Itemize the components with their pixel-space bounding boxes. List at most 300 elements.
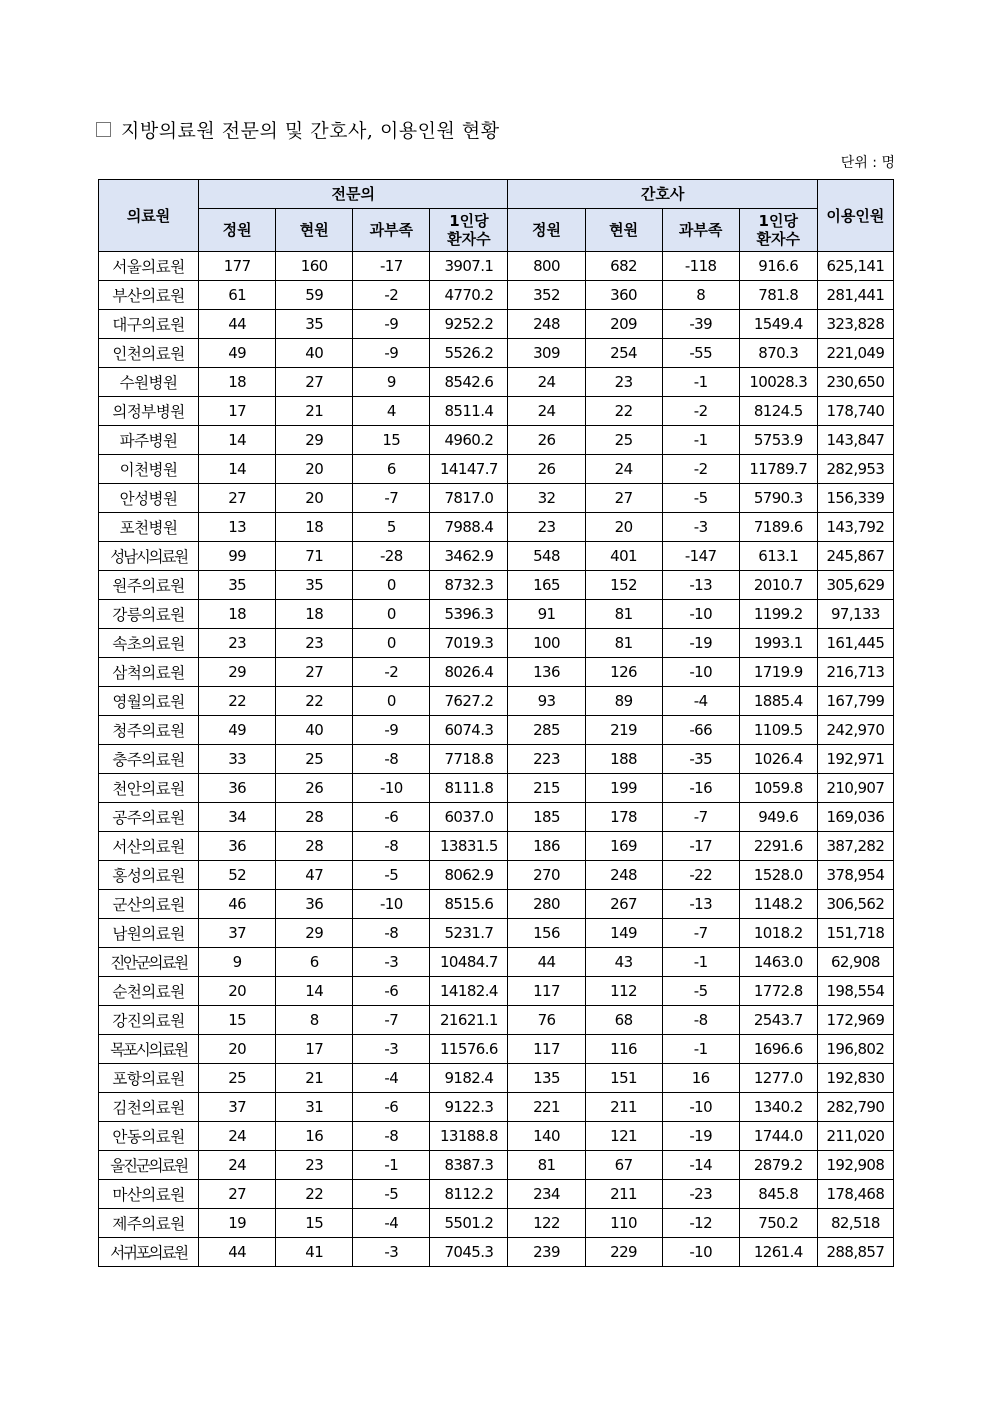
hospital-name: 울진군의료원 [99, 1151, 199, 1180]
hospital-name: 의정부병원 [99, 397, 199, 426]
table-row [99, 513, 894, 542]
hospital-name: 서산의료원 [99, 832, 199, 861]
specialist-per-capita: 8511.4 [430, 397, 508, 426]
table-row [99, 629, 894, 658]
nurse-shortage: -12 [662, 1209, 739, 1238]
nurse-shortage: 16 [662, 1064, 739, 1093]
users-count: 192,908 [817, 1151, 893, 1180]
specialist-quota: 52 [199, 861, 276, 890]
hospital-name: 홍성의료원 [99, 861, 199, 890]
nurse-quota: 81 [508, 1151, 585, 1180]
specialist-shortage: 5 [353, 513, 430, 542]
nurse-quota: 44 [508, 948, 585, 977]
specialist-current: 23 [276, 629, 353, 658]
nurse-shortage: -14 [662, 1151, 739, 1180]
users-count: 196,802 [817, 1035, 893, 1064]
specialist-shortage: -3 [353, 1035, 430, 1064]
specialist-shortage: -6 [353, 977, 430, 1006]
specialist-shortage: -1 [353, 1151, 430, 1180]
specialist-current: 28 [276, 832, 353, 861]
nurse-current: 126 [585, 658, 662, 687]
users-count: 387,282 [817, 832, 893, 861]
header-nurse-group: 간호사 [508, 180, 817, 209]
users-count: 192,971 [817, 745, 893, 774]
medical-center-staff-table [98, 179, 894, 1267]
specialist-per-capita: 7718.8 [430, 745, 508, 774]
nurse-quota: 91 [508, 600, 585, 629]
specialist-quota: 33 [199, 745, 276, 774]
hospital-name: 공주의료원 [99, 803, 199, 832]
hospital-name: 군산의료원 [99, 890, 199, 919]
empty-square-icon [96, 122, 111, 137]
users-count: 230,650 [817, 368, 893, 397]
specialist-per-capita: 7045.3 [430, 1238, 508, 1267]
hospital-name: 포천병원 [99, 513, 199, 542]
users-count: 143,847 [817, 426, 893, 455]
specialist-current: 59 [276, 281, 353, 310]
specialist-per-capita: 8515.6 [430, 890, 508, 919]
specialist-current: 29 [276, 919, 353, 948]
nurse-current: 169 [585, 832, 662, 861]
nurse-shortage: -19 [662, 1122, 739, 1151]
nurse-per-capita: 1277.0 [739, 1064, 817, 1093]
nurse-per-capita: 1772.8 [739, 977, 817, 1006]
specialist-per-capita: 8387.3 [430, 1151, 508, 1180]
nurse-quota: 270 [508, 861, 585, 890]
users-count: 192,830 [817, 1064, 893, 1093]
nurse-current: 110 [585, 1209, 662, 1238]
specialist-shortage: -8 [353, 1122, 430, 1151]
header-row-groups [99, 180, 894, 209]
specialist-shortage: -5 [353, 861, 430, 890]
specialist-current: 17 [276, 1035, 353, 1064]
table-row [99, 658, 894, 687]
table-row [99, 455, 894, 484]
table-row [99, 687, 894, 716]
users-count: 282,790 [817, 1093, 893, 1122]
header-specialist-current: 현원 [276, 209, 353, 252]
specialist-shortage: -10 [353, 890, 430, 919]
nurse-shortage: -1 [662, 368, 739, 397]
nurse-shortage: -66 [662, 716, 739, 745]
nurse-current: 188 [585, 745, 662, 774]
specialist-shortage: 0 [353, 687, 430, 716]
hospital-name: 안성병원 [99, 484, 199, 513]
specialist-quota: 15 [199, 1006, 276, 1035]
nurse-shortage: -10 [662, 1093, 739, 1122]
nurse-quota: 234 [508, 1180, 585, 1209]
nurse-shortage: -8 [662, 1006, 739, 1035]
hospital-name: 성남시의료원 [99, 542, 199, 571]
specialist-quota: 37 [199, 1093, 276, 1122]
table-row [99, 1064, 894, 1093]
nurse-quota: 100 [508, 629, 585, 658]
hospital-name: 김천의료원 [99, 1093, 199, 1122]
table-row [99, 281, 894, 310]
header-specialist-shortage: 과부족 [353, 209, 430, 252]
nurse-per-capita: 1261.4 [739, 1238, 817, 1267]
hospital-name: 청주의료원 [99, 716, 199, 745]
specialist-per-capita: 14147.7 [430, 455, 508, 484]
nurse-quota: 223 [508, 745, 585, 774]
nurse-quota: 32 [508, 484, 585, 513]
specialist-shortage: -8 [353, 832, 430, 861]
nurse-shortage: -1 [662, 948, 739, 977]
specialist-shortage: 9 [353, 368, 430, 397]
document-title-text: 지방의료원 전문의 및 간호사, 이용인원 현황 [121, 120, 500, 142]
nurse-shortage: -22 [662, 861, 739, 890]
specialist-quota: 34 [199, 803, 276, 832]
nurse-per-capita: 2291.6 [739, 832, 817, 861]
nurse-per-capita: 870.3 [739, 339, 817, 368]
users-count: 97,133 [817, 600, 893, 629]
document-title [96, 116, 500, 143]
nurse-per-capita: 8124.5 [739, 397, 817, 426]
nurse-per-capita: 845.8 [739, 1180, 817, 1209]
specialist-shortage: -28 [353, 542, 430, 571]
specialist-per-capita: 10484.7 [430, 948, 508, 977]
specialist-shortage: -2 [353, 281, 430, 310]
nurse-quota: 221 [508, 1093, 585, 1122]
table-row [99, 890, 894, 919]
specialist-shortage: -2 [353, 658, 430, 687]
nurse-quota: 309 [508, 339, 585, 368]
users-count: 221,049 [817, 339, 893, 368]
table-row [99, 1093, 894, 1122]
nurse-current: 178 [585, 803, 662, 832]
table-row [99, 1238, 894, 1267]
table-row [99, 426, 894, 455]
specialist-quota: 44 [199, 310, 276, 339]
nurse-shortage: -5 [662, 977, 739, 1006]
nurse-quota: 93 [508, 687, 585, 716]
specialist-quota: 17 [199, 397, 276, 426]
specialist-per-capita: 8542.6 [430, 368, 508, 397]
specialist-per-capita: 3462.9 [430, 542, 508, 571]
specialist-current: 16 [276, 1122, 353, 1151]
specialist-shortage: -4 [353, 1064, 430, 1093]
nurse-current: 81 [585, 600, 662, 629]
per-capita-line1: 1인당 [449, 212, 489, 230]
hospital-name: 대구의료원 [99, 310, 199, 339]
users-count: 242,970 [817, 716, 893, 745]
table-row [99, 397, 894, 426]
specialist-per-capita: 5526.2 [430, 339, 508, 368]
specialist-quota: 61 [199, 281, 276, 310]
specialist-per-capita: 5501.2 [430, 1209, 508, 1238]
specialist-current: 28 [276, 803, 353, 832]
nurse-quota: 156 [508, 919, 585, 948]
nurse-current: 121 [585, 1122, 662, 1151]
specialist-quota: 18 [199, 600, 276, 629]
header-specialist-per-capita [430, 209, 508, 252]
specialist-current: 20 [276, 455, 353, 484]
nurse-shortage: -2 [662, 397, 739, 426]
nurse-current: 24 [585, 455, 662, 484]
nurse-current: 401 [585, 542, 662, 571]
specialist-per-capita: 5396.3 [430, 600, 508, 629]
specialist-quota: 27 [199, 1180, 276, 1209]
nurse-current: 211 [585, 1180, 662, 1209]
hospital-name: 부산의료원 [99, 281, 199, 310]
nurse-current: 23 [585, 368, 662, 397]
per-capita-line1: 1인당 [758, 212, 798, 230]
nurse-quota: 117 [508, 977, 585, 1006]
table-row [99, 745, 894, 774]
nurse-quota: 135 [508, 1064, 585, 1093]
specialist-quota: 36 [199, 774, 276, 803]
specialist-shortage: -9 [353, 716, 430, 745]
specialist-shortage: -6 [353, 1093, 430, 1122]
hospital-name: 제주의료원 [99, 1209, 199, 1238]
users-count: 161,445 [817, 629, 893, 658]
users-count: 198,554 [817, 977, 893, 1006]
nurse-shortage: -23 [662, 1180, 739, 1209]
specialist-quota: 20 [199, 1035, 276, 1064]
specialist-current: 8 [276, 1006, 353, 1035]
specialist-per-capita: 8112.2 [430, 1180, 508, 1209]
nurse-per-capita: 1993.1 [739, 629, 817, 658]
users-count: 211,020 [817, 1122, 893, 1151]
nurse-shortage: -147 [662, 542, 739, 571]
header-specialist-quota: 정원 [199, 209, 276, 252]
nurse-per-capita: 1463.0 [739, 948, 817, 977]
table-row [99, 252, 894, 281]
specialist-quota: 24 [199, 1122, 276, 1151]
nurse-per-capita: 5790.3 [739, 484, 817, 513]
specialist-per-capita: 9182.4 [430, 1064, 508, 1093]
header-nurse-per-capita [739, 209, 817, 252]
specialist-quota: 23 [199, 629, 276, 658]
table-row [99, 861, 894, 890]
nurse-per-capita: 750.2 [739, 1209, 817, 1238]
nurse-per-capita: 1018.2 [739, 919, 817, 948]
hospital-name: 순천의료원 [99, 977, 199, 1006]
specialist-per-capita: 4960.2 [430, 426, 508, 455]
table-row [99, 1209, 894, 1238]
specialist-current: 22 [276, 1180, 353, 1209]
nurse-shortage: -17 [662, 832, 739, 861]
users-count: 281,441 [817, 281, 893, 310]
specialist-shortage: -8 [353, 745, 430, 774]
nurse-current: 116 [585, 1035, 662, 1064]
table-row [99, 484, 894, 513]
specialist-quota: 36 [199, 832, 276, 861]
nurse-current: 211 [585, 1093, 662, 1122]
specialist-shortage: -10 [353, 774, 430, 803]
hospital-name: 서귀포의료원 [99, 1238, 199, 1267]
users-count: 62,908 [817, 948, 893, 977]
users-count: 167,799 [817, 687, 893, 716]
specialist-quota: 29 [199, 658, 276, 687]
specialist-quota: 22 [199, 687, 276, 716]
hospital-name: 강진의료원 [99, 1006, 199, 1035]
specialist-current: 36 [276, 890, 353, 919]
specialist-quota: 49 [199, 716, 276, 745]
hospital-name: 파주병원 [99, 426, 199, 455]
nurse-shortage: -10 [662, 600, 739, 629]
specialist-quota: 18 [199, 368, 276, 397]
specialist-quota: 49 [199, 339, 276, 368]
per-capita-line2: 환자수 [756, 230, 800, 248]
hospital-name: 포항의료원 [99, 1064, 199, 1093]
nurse-quota: 140 [508, 1122, 585, 1151]
specialist-current: 71 [276, 542, 353, 571]
specialist-per-capita: 13188.8 [430, 1122, 508, 1151]
nurse-current: 149 [585, 919, 662, 948]
nurse-shortage: -2 [662, 455, 739, 484]
nurse-per-capita: 5753.9 [739, 426, 817, 455]
nurse-current: 68 [585, 1006, 662, 1035]
users-count: 323,828 [817, 310, 893, 339]
table-row [99, 803, 894, 832]
specialist-shortage: -8 [353, 919, 430, 948]
specialist-per-capita: 7019.3 [430, 629, 508, 658]
users-count: 143,792 [817, 513, 893, 542]
table-row [99, 919, 894, 948]
specialist-per-capita: 6037.0 [430, 803, 508, 832]
unit-label: 단위 : 명 [840, 155, 895, 171]
specialist-current: 23 [276, 1151, 353, 1180]
specialist-shortage: -9 [353, 339, 430, 368]
nurse-shortage: -16 [662, 774, 739, 803]
nurse-current: 248 [585, 861, 662, 890]
hospital-name: 인천의료원 [99, 339, 199, 368]
users-count: 210,907 [817, 774, 893, 803]
nurse-per-capita: 1148.2 [739, 890, 817, 919]
users-count: 169,036 [817, 803, 893, 832]
nurse-per-capita: 1696.6 [739, 1035, 817, 1064]
hospital-name: 이천병원 [99, 455, 199, 484]
per-capita-line2: 환자수 [447, 230, 491, 248]
specialist-shortage: 15 [353, 426, 430, 455]
table-row [99, 542, 894, 571]
table-row [99, 1122, 894, 1151]
specialist-shortage: -17 [353, 252, 430, 281]
table-body [99, 252, 894, 1267]
specialist-shortage: -6 [353, 803, 430, 832]
nurse-per-capita: 11789.7 [739, 455, 817, 484]
nurse-shortage: -13 [662, 890, 739, 919]
specialist-current: 22 [276, 687, 353, 716]
specialist-quota: 37 [199, 919, 276, 948]
nurse-shortage: -3 [662, 513, 739, 542]
nurse-quota: 24 [508, 397, 585, 426]
table-row [99, 310, 894, 339]
nurse-current: 20 [585, 513, 662, 542]
specialist-shortage: 6 [353, 455, 430, 484]
nurse-shortage: -1 [662, 1035, 739, 1064]
nurse-current: 360 [585, 281, 662, 310]
table-row [99, 774, 894, 803]
nurse-quota: 215 [508, 774, 585, 803]
hospital-name: 서울의료원 [99, 252, 199, 281]
users-count: 151,718 [817, 919, 893, 948]
specialist-per-capita: 7988.4 [430, 513, 508, 542]
nurse-quota: 165 [508, 571, 585, 600]
nurse-current: 25 [585, 426, 662, 455]
specialist-quota: 20 [199, 977, 276, 1006]
table-row [99, 571, 894, 600]
specialist-quota: 177 [199, 252, 276, 281]
users-count: 306,562 [817, 890, 893, 919]
specialist-per-capita: 8062.9 [430, 861, 508, 890]
users-count: 172,969 [817, 1006, 893, 1035]
nurse-per-capita: 1885.4 [739, 687, 817, 716]
specialist-quota: 14 [199, 455, 276, 484]
nurse-per-capita: 7189.6 [739, 513, 817, 542]
table-row [99, 339, 894, 368]
nurse-current: 254 [585, 339, 662, 368]
specialist-per-capita: 13831.5 [430, 832, 508, 861]
specialist-shortage: -9 [353, 310, 430, 339]
specialist-shortage: 4 [353, 397, 430, 426]
nurse-shortage: -4 [662, 687, 739, 716]
nurse-current: 151 [585, 1064, 662, 1093]
nurse-quota: 239 [508, 1238, 585, 1267]
specialist-per-capita: 14182.4 [430, 977, 508, 1006]
users-count: 305,629 [817, 571, 893, 600]
specialist-shortage: -3 [353, 1238, 430, 1267]
nurse-per-capita: 949.6 [739, 803, 817, 832]
specialist-current: 27 [276, 658, 353, 687]
specialist-current: 35 [276, 571, 353, 600]
nurse-per-capita: 2010.7 [739, 571, 817, 600]
nurse-per-capita: 1744.0 [739, 1122, 817, 1151]
specialist-current: 40 [276, 716, 353, 745]
nurse-shortage: -5 [662, 484, 739, 513]
specialist-current: 41 [276, 1238, 353, 1267]
nurse-per-capita: 10028.3 [739, 368, 817, 397]
nurse-per-capita: 1199.2 [739, 600, 817, 629]
users-count: 288,857 [817, 1238, 893, 1267]
table-row [99, 1180, 894, 1209]
nurse-quota: 136 [508, 658, 585, 687]
nurse-per-capita: 1549.4 [739, 310, 817, 339]
nurse-per-capita: 2543.7 [739, 1006, 817, 1035]
users-count: 216,713 [817, 658, 893, 687]
nurse-quota: 76 [508, 1006, 585, 1035]
specialist-quota: 25 [199, 1064, 276, 1093]
specialist-quota: 35 [199, 571, 276, 600]
table-row [99, 600, 894, 629]
nurse-current: 219 [585, 716, 662, 745]
table-row [99, 977, 894, 1006]
nurse-current: 229 [585, 1238, 662, 1267]
specialist-per-capita: 9252.2 [430, 310, 508, 339]
nurse-shortage: -1 [662, 426, 739, 455]
nurse-quota: 285 [508, 716, 585, 745]
nurse-shortage: -10 [662, 1238, 739, 1267]
users-count: 245,867 [817, 542, 893, 571]
users-count: 378,954 [817, 861, 893, 890]
nurse-shortage: -19 [662, 629, 739, 658]
specialist-quota: 46 [199, 890, 276, 919]
nurse-per-capita: 1026.4 [739, 745, 817, 774]
specialist-shortage: 0 [353, 571, 430, 600]
nurse-per-capita: 613.1 [739, 542, 817, 571]
specialist-per-capita: 5231.7 [430, 919, 508, 948]
header-row-sub [99, 209, 894, 252]
specialist-current: 25 [276, 745, 353, 774]
specialist-current: 15 [276, 1209, 353, 1238]
specialist-current: 18 [276, 600, 353, 629]
table-row [99, 1035, 894, 1064]
specialist-current: 47 [276, 861, 353, 890]
specialist-per-capita: 3907.1 [430, 252, 508, 281]
table-header [99, 180, 894, 252]
table-row [99, 716, 894, 745]
